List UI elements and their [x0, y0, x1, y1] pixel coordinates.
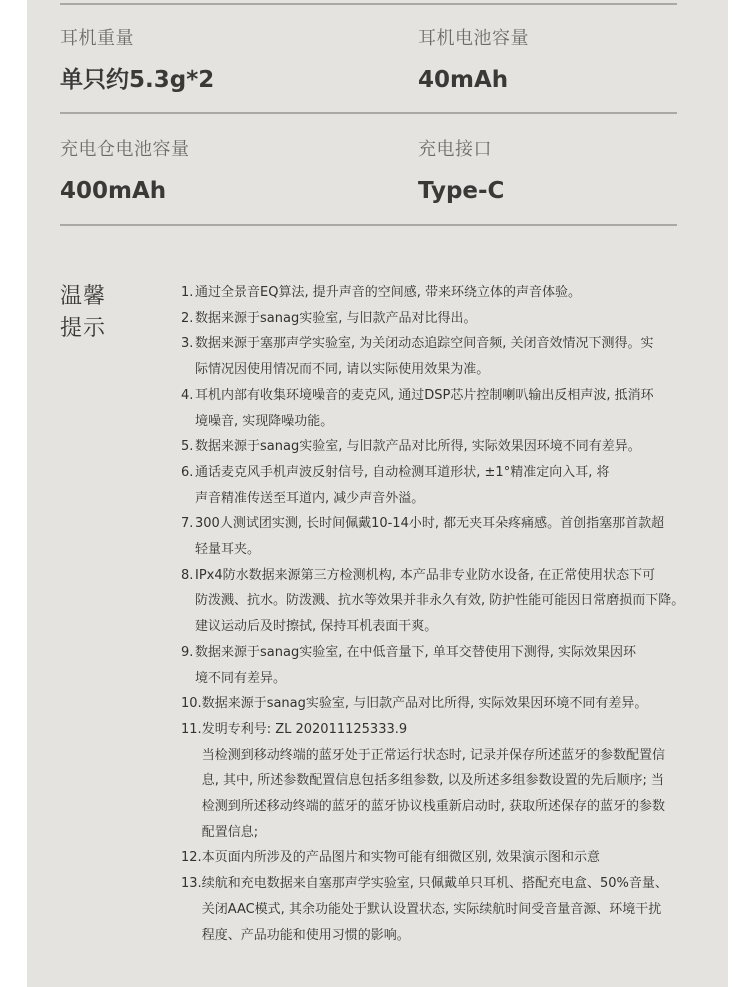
note-text	[195, 640, 711, 691]
note-text	[195, 280, 711, 306]
note-line: 300人测试团实测, 长时间佩戴10-14小时, 都无夹耳朵疼痛感。首创指塞那首款超	[195, 516, 665, 532]
spec-earbud-battery	[418, 28, 529, 94]
spec-case-battery	[60, 139, 190, 205]
spec-value: 单只约5.3g*2	[60, 67, 215, 93]
note-number: 4.	[181, 387, 194, 403]
note-item	[181, 383, 711, 434]
note-number: 8.	[181, 567, 194, 583]
spec-label: 耳机电池容量	[418, 28, 529, 49]
divider-top	[60, 3, 677, 5]
note-text	[202, 845, 711, 871]
note-line: 防泼溅、抗水。防泼溅、抗水等效果并非永久有效, 防护性能可能因日常磨损而下降。	[195, 593, 685, 609]
note-line: 际情况因使用情况而不同, 请以实际使用效果为准。	[195, 362, 490, 378]
note-text	[195, 434, 711, 460]
note-line: 建议运动后及时擦拭, 保持耳机表面干爽。	[195, 619, 438, 635]
note-line: 耳机内部有收集环境噪音的麦克风, 通过DSP芯片控制喇叭输出反相声波, 抵消环	[195, 387, 654, 403]
note-line: 数据来源于sanag实验室, 在中低音量下, 单耳交替使用下测得, 实际效果因环	[195, 644, 636, 660]
spec-charging-port	[418, 139, 504, 205]
note-item	[181, 691, 711, 717]
note-text	[202, 871, 711, 948]
note-text	[195, 306, 711, 332]
note-number: 12.	[181, 850, 202, 866]
note-line: 当检测到移动终端的蓝牙处于正常运行状态时, 记录并保存所述蓝牙的参数配置信	[201, 747, 665, 763]
note-line: 检测到所述移动终端的蓝牙的蓝牙协议栈重新启动时, 获取所述保存的蓝牙的参数	[201, 799, 665, 815]
note-text	[195, 563, 711, 640]
note-text	[195, 460, 711, 511]
note-line: 轻量耳夹。	[195, 542, 261, 558]
note-text	[202, 691, 711, 717]
spec-label: 充电仓电池容量	[60, 139, 190, 160]
note-item	[181, 511, 711, 562]
note-line: 数据来源于sanag实验室, 与旧款产品对比得出。	[195, 310, 477, 326]
note-item	[181, 640, 711, 691]
note-text	[195, 383, 711, 434]
notes-list	[181, 280, 711, 948]
note-item	[181, 460, 711, 511]
note-number: 1.	[181, 285, 194, 300]
spec-earbud-weight	[60, 28, 214, 94]
note-number: 13.	[181, 876, 202, 892]
spec-value: Type-C	[418, 178, 505, 204]
note-line: 境噪音, 实现降噪功能。	[195, 413, 334, 429]
note-line: 本页面内所涉及的产品图片和实物可能有细微区别, 效果演示图和示意	[201, 850, 600, 866]
notes-title-line2: 提示	[60, 316, 107, 341]
note-line: 数据来源于sanag实验室, 与旧款产品对比所得, 实际效果因环境不同有差异。	[195, 439, 641, 455]
spec-value: 400mAh	[60, 178, 167, 204]
note-text	[195, 331, 711, 382]
note-item	[181, 434, 711, 460]
note-text	[195, 511, 711, 562]
note-number: 6.	[181, 464, 194, 480]
note-number: 9.	[181, 644, 194, 660]
note-item	[181, 331, 711, 382]
notes-title-line1: 温馨	[60, 284, 107, 309]
note-line: 关闭AAC模式, 其余功能处于默认设置状态, 实际续航时间受音量音源、环境干扰	[201, 901, 662, 917]
spec-label: 充电接口	[418, 139, 492, 160]
note-line: 数据来源于塞那声学实验室, 为关闭动态追踪空间音频, 关闭音效情况下测得。实	[195, 336, 654, 352]
note-line: 通话麦克风手机声波反射信号, 自动检测耳道形状, ±1°精准定向入耳, 将	[195, 464, 610, 480]
divider-bottom	[60, 224, 677, 226]
note-line: 境不同有差异。	[195, 670, 287, 686]
note-line: 续航和充电数据来自塞那声学实验室, 只佩戴单只耳机、搭配充电盒、50%音量、	[201, 876, 668, 892]
note-number: 5.	[181, 439, 194, 455]
spec-value: 40mAh	[418, 67, 509, 93]
note-line: 发明专利号: ZL 202011125333.9	[201, 721, 408, 737]
note-line: IPx4防水数据来源第三方检测机构, 本产品非专业防水设备, 在正常使用状态下可	[195, 567, 656, 583]
note-number: 2.	[181, 310, 194, 326]
note-number: 7.	[181, 516, 194, 532]
note-number: 10.	[181, 696, 202, 712]
note-item	[181, 280, 711, 306]
note-line: 配置信息;	[201, 824, 259, 840]
divider-middle	[60, 112, 677, 114]
note-item	[181, 845, 711, 871]
notes-title	[60, 281, 120, 345]
note-line: 程度、产品功能和使用习惯的影响。	[201, 927, 410, 943]
spec-label: 耳机重量	[60, 28, 134, 49]
note-text	[202, 717, 711, 846]
note-line: 数据来源于sanag实验室, 与旧款产品对比所得, 实际效果因环境不同有差异。	[201, 696, 648, 712]
note-item	[181, 306, 711, 332]
note-line: 通过全景音EQ算法, 提升声音的空间感, 带来环绕立体的声音体验。	[195, 285, 581, 300]
note-item	[181, 871, 711, 948]
note-number: 3.	[181, 336, 194, 352]
note-item	[181, 717, 711, 846]
note-item	[181, 563, 711, 640]
note-number: 11.	[181, 721, 202, 737]
note-line: 声音精准传送至耳道内, 减少声音外溢。	[195, 490, 425, 506]
note-line: 息, 其中, 所述参数配置信息包括多组参数, 以及所述多组参数设置的先后顺序; 当	[201, 773, 664, 789]
